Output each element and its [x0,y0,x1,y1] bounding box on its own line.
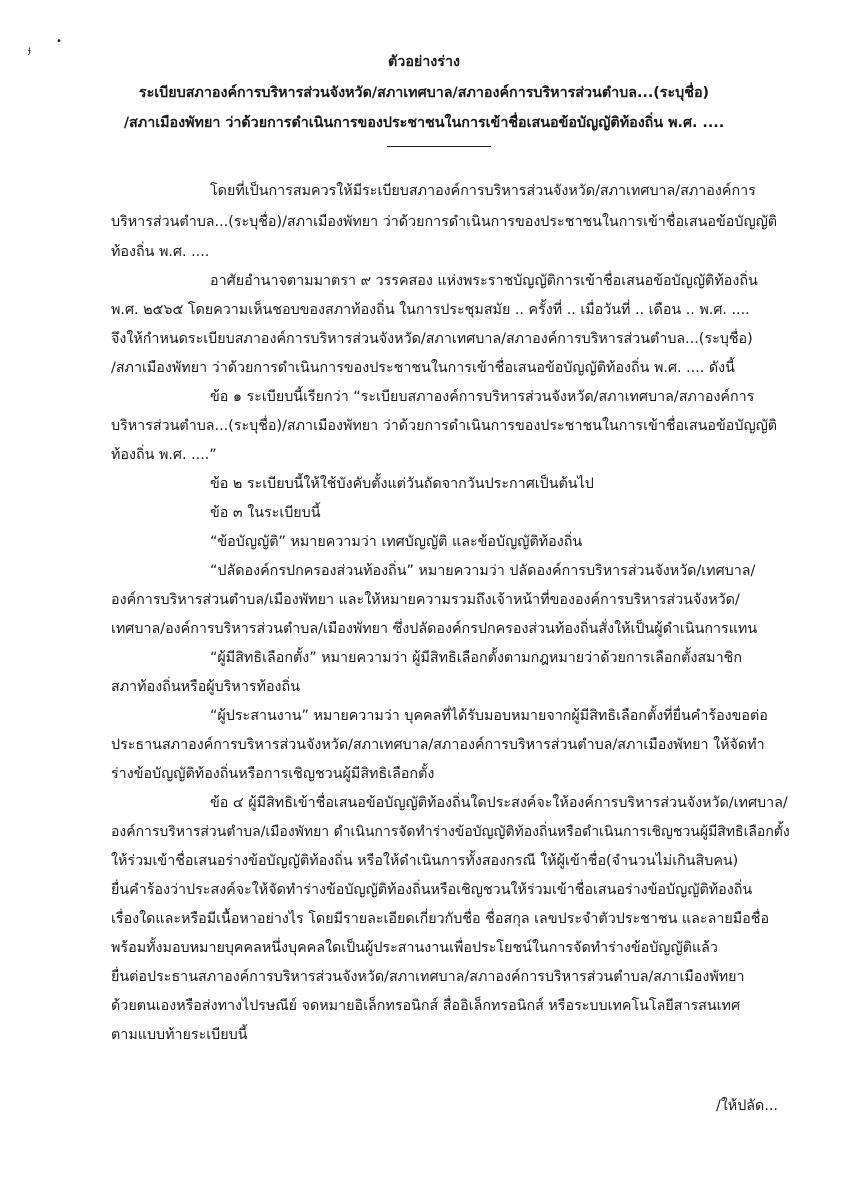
body-line: พร้อมทั้งมอบหมายบุคคลหนึ่งบุคคลใดเป็นผู้ประสานงานเพื่อประโยชน์ในการจัดทำร่างข้อบัญญัติแล้ว [111,940,718,956]
body-line: ท้องถิ่น พ.ศ. .... [111,244,210,260]
body-line: “ผู้ประสานงาน” หมายความว่า บุคคลที่ได้รับมอบหมายจากผู้มีสิทธิเลือกตั้งที่ยื่นคำร้องขอต่อ [210,708,768,724]
scan-mark: ɟ [28,45,31,56]
body-line: “ผู้มีสิทธิเลือกตั้ง” หมายความว่า ผู้มีสิทธิเลือกตั้งตามกฎหมายว่าด้วยการเลือกตั้งสมาชิก [210,650,742,666]
title-underline [387,146,491,147]
body-line: ข้อ ๔ ผู้มีสิทธิเข้าชื่อเสนอข้อบัญญัติท้องถิ่นใดประสงค์จะให้องค์การบริหารส่วนจังหวัด/เทศบาล/ [210,795,788,811]
body-line: ข้อ ๓ ในระเบียบนี้ [210,505,321,521]
body-line: “ปลัดองค์กรปกครองส่วนท้องถิ่น” หมายความว่า ปลัดองค์การบริหารส่วนจังหวัด/เทศบาล/ [210,563,756,579]
document-subtitle-line-2: /สภาเมืองพัทยา ว่าด้วยการดำเนินการของประชาชนในการเข้าชื่อเสนอข้อบัญญัติท้องถิ่น พ.ศ. .... [123,115,725,131]
body-line: ประธานสภาองค์การบริหารส่วนจังหวัด/สภาเทศบาล/สภาองค์การบริหารส่วนตำบล/สภาเมืองพัทยา ให้จัดทำ [111,737,765,753]
body-line: ตามแบบท้ายระเบียบนี้ [111,1027,248,1043]
body-line: ด้วยตนเองหรือส่งทางไปรษณีย์ จดหมายอิเล็กทรอนิกส์ สื่ออิเล็กทรอนิกส์ หรือระบบเทคโนโลยีสารสนเทศ [111,998,741,1014]
body-line: เทศบาล/องค์การบริหารส่วนตำบล/เมืองพัทยา ซึ่งปลัดองค์กรปกครองส่วนท้องถิ่นสั่งให้เป็นผู้ดำเนินการแทน [111,621,758,637]
body-line: จึงให้กำหนดระเบียบสภาองค์การบริหารส่วนจังหวัด/สภาเทศบาล/สภาองค์การบริหารส่วนตำบล...(ระบุชื่อ) [111,331,753,347]
body-line: เรื่องใดและหรือมีเนื้อหาอย่างไร โดยมีรายละเอียดเกี่ยวกับชื่อ ชื่อสกุล เลขประจำตัวประชาชน และลายมือชื่อ [111,911,770,927]
body-line: บริหารส่วนตำบล...(ระบุชื่อ)/สภาเมืองพัทยา ว่าด้วยการดำเนินการของประชาชนในการเข้าชื่อเสนอข้อบัญญัติ [111,214,778,230]
document-title: ตัวอย่างร่าง [388,54,460,70]
body-line: ยื่นต่อประธานสภาองค์การบริหารส่วนจังหวัด/สภาเทศบาล/สภาองค์การบริหารส่วนตำบล/สภาเมืองพัทยา [111,969,745,985]
body-line: อาศัยอำนาจตามมาตรา ๙ วรรคสอง แห่งพระราชบัญญัติการเข้าชื่อเสนอข้อบัญญัติท้องถิ่น [210,273,758,289]
body-line: ยื่นคำร้องว่าประสงค์จะให้จัดทำร่างข้อบัญญัติท้องถิ่นหรือเชิญชวนให้ร่วมเข้าชื่อเสนอร่างข้อบัญญัติท้องถิ่น [111,882,753,898]
body-line: องค์การบริหารส่วนตำบล/เมืองพัทยา และให้หมายความรวมถึงเจ้าหน้าที่ขององค์การบริหารส่วนจังหวัด/ [111,592,740,608]
body-line: “ข้อบัญญัติ” หมายความว่า เทศบัญญัติ และข้อบัญญัติท้องถิ่น [210,534,583,550]
body-line: บริหารส่วนตำบล...(ระบุชื่อ)/สภาเมืองพัทยา ว่าด้วยการดำเนินการของประชาชนในการเข้าชื่อเสนอข้อบัญญัติ [111,418,778,434]
body-line: /สภาเมืองพัทยา ว่าด้วยการดำเนินการของประชาชนในการเข้าชื่อเสนอข้อบัญญัติท้องถิ่น พ.ศ. .... ดังนี้ [111,360,735,376]
document-subtitle-line-1: ระเบียบสภาองค์การบริหารส่วนจังหวัด/สภาเทศบาล/สภาองค์การบริหารส่วนตำบล...(ระบุชื่อ) [138,85,710,101]
body-line: องค์การบริหารส่วนตำบล/เมืองพัทยา ดำเนินการจัดทำร่างข้อบัญญัติท้องถิ่นหรือดำเนินการเชิญชวนผู้มีสิทธิเลือกตั้ง [111,824,790,840]
body-line: ให้ร่วมเข้าชื่อเสนอร่างข้อบัญญัติท้องถิ่น หรือให้ดำเนินการทั้งสองกรณี ให้ผู้เข้าชื่อ(จำนวนไม่เกินสิบคน) [111,853,739,869]
body-line: สภาท้องถิ่นหรือผู้บริหารท้องถิ่น [111,679,300,695]
body-line: ข้อ ๒ ระเบียบนี้ให้ใช้บังคับตั้งแต่วันถัดจากวันประกาศเป็นต้นไป [210,476,594,492]
continuation-footer: /ให้ปลัด... [716,1098,778,1114]
body-line: ร่างข้อบัญญัติท้องถิ่นหรือการเชิญชวนผู้มีสิทธิเลือกตั้ง [111,766,435,782]
body-line: ข้อ ๑ ระเบียบนี้เรียกว่า “ระเบียบสภาองค์การบริหารส่วนจังหวัด/สภาเทศบาล/สภาองค์การ [210,389,755,405]
scan-mark: • [56,36,62,47]
body-line: โดยที่เป็นการสมควรให้มีระเบียบสภาองค์การบริหารส่วนจังหวัด/สภาเทศบาล/สภาองค์การ [210,183,756,199]
body-line: ท้องถิ่น พ.ศ. ....” [111,447,217,463]
body-line: พ.ศ. ๒๕๖๕ โดยความเห็นชอบของสภาท้องถิ่น ในการประชุมสมัย .. ครั้งที่ .. เมื่อวันที่ .. เดือน .. พ.ศ. .... [111,302,750,318]
